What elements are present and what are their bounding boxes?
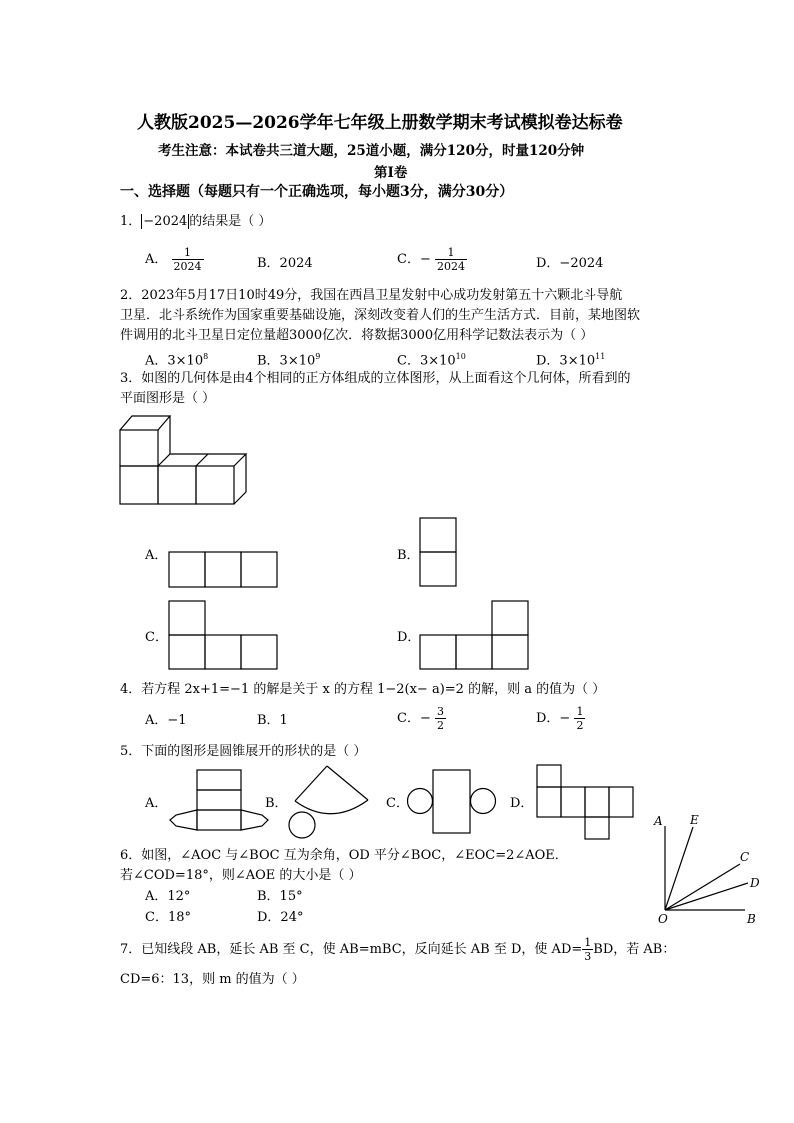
question-2-line-1: 2．2023年5月17日10时49分，我国在西昌卫星发射中心成功发射第五十六颗北斗导航 (120, 288, 623, 303)
option-c-cylinder-net (406, 767, 498, 837)
option-d-figure (419, 600, 531, 672)
question-3-line-1: 3．如图的几何体是由4个相同的正方体组成的立体图形，从上面看这个几何体，所看到的 (120, 371, 631, 386)
option-d (536, 705, 585, 732)
question-text: 7．已知线段 AB，延长 AB 至 C，使 AB=mBC，反向延长 AB 至 D，使 AD= (120, 942, 583, 957)
option-a (145, 349, 208, 369)
option-a: A．12° (145, 889, 191, 904)
angle-diagram (650, 810, 770, 930)
denominator: 2 (436, 719, 444, 732)
denominator: 2024 (436, 260, 465, 273)
option-c: C．18° (145, 910, 191, 925)
numerator: 1 (172, 246, 204, 260)
option-text: A．3×10 (145, 353, 204, 369)
option-c (397, 246, 467, 273)
option-label: A． (145, 252, 168, 267)
question-number: 1． (120, 214, 142, 229)
fraction (172, 246, 204, 273)
point-label-a: A (654, 814, 663, 828)
numerator: 3 (436, 705, 444, 718)
option-c (397, 705, 446, 732)
absolute-value-expression: −2024 (143, 214, 188, 229)
option-d: D． (510, 796, 534, 811)
option-b-figure (419, 517, 459, 589)
point-label-e: E (690, 813, 699, 827)
option-text: D．3×10 (536, 353, 596, 369)
question-4: 4．若方程 2x+1=−1 的解是关于 x 的方程 1−2(x− a)=2 的解，则 a 的值为（ ） (120, 682, 606, 697)
option-b: B．15° (257, 889, 303, 904)
fraction (435, 705, 446, 732)
fraction (582, 936, 593, 963)
question-6-line-1: 6．如图，∠AOC 与∠BOC 互为余角，OD 平分∠BOC，∠EOC=2∠AOE． (120, 848, 568, 863)
option-c (397, 349, 466, 369)
fraction (435, 246, 467, 273)
option-b: B． (397, 548, 420, 563)
fraction (574, 705, 585, 732)
option-a (145, 246, 204, 273)
option-a-prism-net (168, 768, 272, 834)
point-label-o: O (658, 912, 668, 926)
denominator: 3 (584, 950, 592, 963)
denominator: 2024 (173, 260, 202, 273)
option-c: C． (145, 630, 168, 645)
option-b (257, 349, 320, 369)
option-d: D． (397, 630, 421, 645)
option-c: C． (386, 796, 409, 811)
option-a: A． (145, 796, 168, 811)
option-b: B．2024 (257, 256, 313, 271)
question-1 (120, 214, 271, 230)
option-d: D．24° (257, 910, 304, 925)
question-text: BD，若 AB： (593, 942, 676, 957)
question-2-line-2: 卫星．北斗系统作为国家重要基础设施，深刻改变着人们的生产生活方式．目前，某地图软 (120, 308, 641, 323)
option-label: C．− (397, 711, 431, 726)
point-label-b: B (747, 912, 756, 926)
question-7-line-1 (120, 936, 675, 963)
option-text: C．3×10 (397, 353, 456, 369)
volume-label: 第Ⅰ卷 (374, 165, 408, 181)
option-b: B． (265, 796, 288, 811)
page-title: 人教版2025—2026学年七年级上册数学期末考试模拟卷达标卷 (137, 113, 623, 133)
option-label: C．− (397, 252, 431, 267)
section-heading: 一、选择题（每题只有一个正确选项，每小题3分，满分30分） (120, 184, 514, 200)
question-2-line-3: 件调用的北斗卫星日定位量超3000亿次．将数据3000亿用科学记数法表示为（ ） (120, 328, 594, 343)
question-3-line-2: 平面图形是（ ） (120, 391, 216, 406)
question-stem: 的结果是（ ） (189, 214, 272, 229)
option-d (536, 349, 605, 369)
option-a: A．−1 (145, 713, 187, 728)
option-a-figure (168, 551, 280, 589)
exponent: 11 (595, 352, 606, 361)
numerator: 1 (435, 246, 467, 260)
exponent: 8 (203, 352, 209, 361)
option-text: B．3×10 (257, 353, 316, 369)
question-6-line-2: 若∠COD=18°，则∠AOE 的大小是（ ） (120, 868, 362, 883)
option-c-figure (168, 600, 280, 672)
option-label: D．− (536, 711, 571, 726)
exam-notice: 考生注意：本试卷共三道大题，25道小题，满分120分，时量120分钟 (158, 143, 585, 159)
exponent: 10 (455, 352, 466, 361)
option-b-cone-net (287, 763, 373, 841)
point-label-c: C (740, 850, 750, 864)
numerator: 1 (584, 936, 592, 949)
numerator: 1 (576, 705, 584, 718)
option-b: B．1 (257, 713, 288, 728)
cube-solid-figure (118, 413, 258, 509)
denominator: 2 (576, 719, 584, 732)
exponent: 9 (315, 352, 321, 361)
point-label-d: D (750, 876, 760, 890)
option-d-cube-net (536, 764, 636, 840)
question-5: 5．下面的图形是圆锥展开的形状的是（ ） (120, 744, 367, 759)
option-a: A． (145, 548, 168, 563)
question-7-line-2: CD=6：13，则 m 的值为（ ） (120, 972, 305, 987)
option-d: D．−2024 (536, 256, 604, 271)
